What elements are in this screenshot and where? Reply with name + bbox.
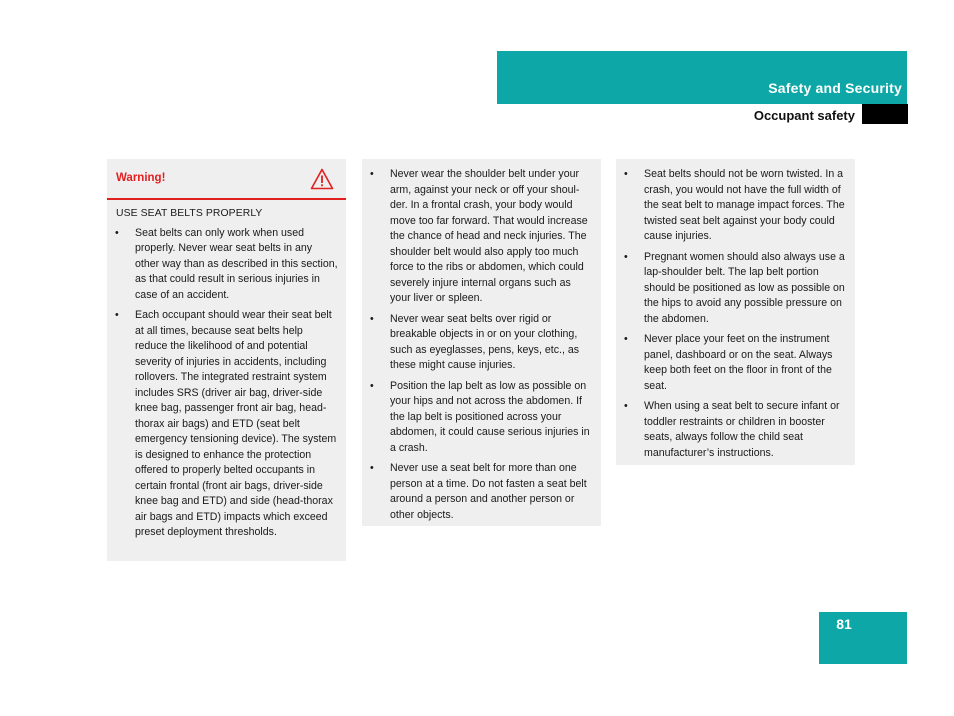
subsection-title: Occupant safety (753, 108, 855, 123)
bullet-list (616, 167, 855, 461)
list-item: • Never place your feet on the instrument panel, dashboard or on the seat. Always keep both feet on the floor in front of the seat. (616, 332, 847, 394)
page-number: 81 (836, 616, 852, 632)
list-item: • Pregnant women should also always use a lap-shoulder belt. The lap belt portion should be positioned as low as possible on the hips to avoid any possible pressure on the abdomen. (616, 250, 847, 328)
section-title: Safety and Security (768, 80, 902, 96)
warning-header (107, 159, 346, 200)
list-item: • Each occupant should wear their seat belt at all times, because seat belts help reduce the likelihood of and potential severity of injuries in accidents, including rollovers. The integrated restraint system includes SRS (driver air bag, driver-side knee bag, passenger front air bag, head-thorax air bags) and ETD (seat belt emergency tensioning device). The system is designed to enhance the protection offered to properly belted occupants in certain frontal (front air bags, driver-side knee bag and ETD) and side (head-thorax air bags and ETD) impacts which exceed preset deployment thresholds. (107, 308, 338, 541)
section-marker (862, 104, 908, 124)
list-item: • Never use a seat belt for more than one person at a time. Do not fasten a seat belt around a person and another person or other objects. (362, 461, 593, 523)
warning-label: Warning! (116, 172, 166, 184)
warning-triangle-icon (310, 168, 334, 190)
list-item: • Seat belts can only work when used properly. Never wear seat belts in any other way than as described in this section, as that could result in serious injuries in case of an accident. (107, 226, 338, 304)
list-item: • Never wear seat belts over rigid or breakable objects in or on your clothing, such as eyeglasses, pens, keys, etc., as these might cause injuries. (362, 312, 593, 374)
list-item: • When using a seat belt to secure infant or toddler restraints or children in booster seats, always follow the child seat manufacturer’s instructions. (616, 399, 847, 461)
warning-list (107, 226, 346, 541)
bullet-list (362, 167, 601, 523)
list-item: • Position the lap belt as low as possible on your hips and not across the abdomen. If the lap belt is positioned across your abdomen, it could cause serious injuries in a crash. (362, 379, 593, 457)
text-column-3 (616, 159, 855, 465)
warning-box (107, 159, 346, 561)
header-band (497, 51, 907, 104)
text-column-2 (362, 159, 601, 526)
list-item: • Never wear the shoulder belt under your arm, against your neck or off your shoulder. In a frontal crash, your body would move too far forward. That would increase the chance of head and neck injuries. The shoulder belt would also apply too much force to the ribs or abdomen, which could severely injure internal organs such as your liver or spleen. (362, 167, 593, 307)
warning-heading: USE SEAT BELTS PROPERLY (116, 208, 263, 219)
list-item: • Seat belts should not be worn twisted. In a crash, you would not have the full width of the seat belt to manage impact forces. The twisted seat belt against your body could cause injuries. (616, 167, 847, 245)
